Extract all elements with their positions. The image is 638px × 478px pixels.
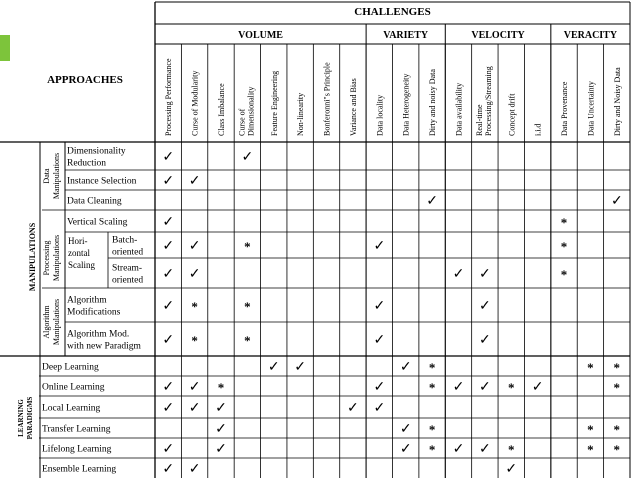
column-header: Data Heterogeneity <box>401 73 411 136</box>
check-mark: ✓ <box>188 174 201 189</box>
check-mark: ✓ <box>162 462 175 477</box>
approaches-header: APPROACHES <box>47 74 123 86</box>
row-label: Local Learning <box>42 403 101 414</box>
asterisk-mark: * <box>508 442 515 457</box>
column-header: Curse of <box>237 108 247 136</box>
check-mark: ✓ <box>478 299 491 314</box>
column-header: Processing Performance <box>164 58 174 136</box>
row-label: Lifelong Learning <box>42 444 112 455</box>
group-header-variety: VARIETY <box>383 30 429 41</box>
check-mark: ✓ <box>478 442 491 457</box>
group-header-velocity: VELOCITY <box>471 30 525 41</box>
check-mark: ✓ <box>267 360 280 375</box>
check-mark: ✓ <box>399 442 412 457</box>
check-mark: ✓ <box>478 267 491 282</box>
column-header: Data Uncertainty <box>586 81 596 136</box>
row-label: Stream- <box>112 263 143 274</box>
check-mark: ✓ <box>373 333 386 348</box>
check-mark: ✓ <box>162 442 175 457</box>
learning-paradigms-label: PARADIGMS <box>26 396 34 440</box>
check-mark: ✓ <box>188 401 201 416</box>
row-label: Algorithm <box>67 295 107 306</box>
horizontal-scaling-label: Hori- <box>68 236 88 246</box>
asterisk-mark: * <box>428 422 436 437</box>
check-mark: ✓ <box>294 360 307 375</box>
column-header: i.i.d <box>533 123 543 136</box>
column-header: Non-linearity <box>296 92 306 136</box>
check-mark: ✓ <box>505 462 518 477</box>
row-label: Instance Selection <box>67 176 137 187</box>
data-manipulations-label: Data <box>42 168 51 184</box>
row-label: oriented <box>112 247 144 258</box>
processing-manipulations-label: Processing <box>42 240 51 276</box>
asterisk-mark: * <box>560 215 568 230</box>
check-mark: ✓ <box>188 267 201 282</box>
column-header: Bonferonni"s Principle <box>322 62 332 136</box>
row-label: Deep Learning <box>42 362 99 373</box>
check-mark: ✓ <box>215 422 227 437</box>
row-label: Batch- <box>112 235 138 246</box>
row-label: Transfer Learning <box>42 424 111 435</box>
row-label: Modifications <box>67 307 121 318</box>
asterisk-mark: * <box>587 422 594 437</box>
asterisk-mark: * <box>587 442 594 457</box>
asterisk-mark: * <box>560 239 568 254</box>
asterisk-mark: * <box>613 380 621 395</box>
check-mark: ✓ <box>452 442 465 457</box>
check-mark: ✓ <box>347 401 359 416</box>
check-mark: ✓ <box>162 401 175 416</box>
asterisk-mark: * <box>508 380 515 395</box>
row-label: Reduction <box>67 158 107 169</box>
check-mark: ✓ <box>399 360 412 375</box>
column-header: Concept drift <box>507 93 517 136</box>
column-header: Data locality <box>375 94 385 136</box>
column-header: Data Provenance <box>560 81 570 136</box>
column-header: Feature Engineering <box>269 70 279 136</box>
row-label: oriented <box>112 275 144 286</box>
check-mark: ✓ <box>478 380 491 395</box>
check-mark: ✓ <box>373 239 386 254</box>
check-mark: ✓ <box>162 174 175 189</box>
asterisk-mark: * <box>428 380 436 395</box>
challenges-header: CHALLENGES <box>354 6 431 18</box>
check-mark: ✓ <box>162 333 175 348</box>
check-mark: ✓ <box>373 380 386 395</box>
check-mark: ✓ <box>399 422 412 437</box>
column-header: Real-time <box>474 104 484 136</box>
check-mark: ✓ <box>452 267 465 282</box>
check-mark: ✓ <box>162 299 175 314</box>
column-header: Dimensionality <box>246 86 256 136</box>
manipulations-label: MANIPULATIONS <box>28 222 37 292</box>
asterisk-mark: * <box>191 333 198 348</box>
asterisk-mark: * <box>613 360 621 375</box>
algorithm-manipulations-label: Algorithm <box>42 305 51 339</box>
check-mark: ✓ <box>610 194 623 209</box>
check-mark: ✓ <box>373 401 386 416</box>
check-mark: ✓ <box>162 150 175 165</box>
horizontal-scaling-label: zontal <box>68 248 90 258</box>
asterisk-mark: * <box>244 333 251 348</box>
column-header: Curse of Modularity <box>190 70 200 136</box>
column-header: Dirty and noisy Data <box>428 69 438 136</box>
column-header: Variance and Bias <box>348 78 358 136</box>
row-label: Ensemble Learning <box>42 464 117 475</box>
processing-manipulations-label: Manipulations <box>52 234 61 282</box>
learning-paradigms-label: LEARNING <box>17 399 25 437</box>
check-mark: ✓ <box>531 380 544 395</box>
data-manipulations-label: Manipulations <box>52 152 61 200</box>
check-mark: ✓ <box>215 442 227 457</box>
column-header: Data availability <box>454 82 464 136</box>
asterisk-mark: * <box>244 299 251 314</box>
check-mark: ✓ <box>478 333 491 348</box>
row-label: Vertical Scaling <box>67 217 128 228</box>
asterisk-mark: * <box>191 299 198 314</box>
column-header: Class Imbalance <box>216 83 226 136</box>
row-label: Data Cleaning <box>67 196 122 207</box>
check-mark: ✓ <box>373 299 386 314</box>
check-mark: ✓ <box>162 215 175 230</box>
check-mark: ✓ <box>162 267 175 282</box>
check-mark: ✓ <box>188 462 201 477</box>
check-mark: ✓ <box>188 239 201 254</box>
horizontal-scaling-label: Scaling <box>68 260 95 270</box>
asterisk-mark: * <box>244 239 251 254</box>
row-label: with new Paradigm <box>67 341 141 352</box>
check-mark: ✓ <box>188 380 201 395</box>
check-mark: ✓ <box>426 194 438 209</box>
group-header-volume: VOLUME <box>238 30 283 41</box>
asterisk-mark: * <box>613 422 621 437</box>
row-label: Dimensionality <box>67 146 126 157</box>
check-mark: ✓ <box>241 150 254 165</box>
column-header: Processing/Streaming <box>483 66 493 136</box>
asterisk-mark: * <box>217 380 225 395</box>
check-mark: ✓ <box>162 380 175 395</box>
asterisk-mark: * <box>587 360 594 375</box>
row-label: Algorithm Mod. <box>67 329 130 340</box>
column-header: Dirty and Noisy Data <box>612 67 622 136</box>
asterisk-mark: * <box>613 442 621 457</box>
algorithm-manipulations-label: Manipulations <box>52 298 61 346</box>
group-header-veracity: VERACITY <box>563 30 618 41</box>
asterisk-mark: * <box>428 360 436 375</box>
check-mark: ✓ <box>452 380 465 395</box>
asterisk-mark: * <box>428 442 436 457</box>
row-label: Online Learning <box>42 382 105 393</box>
check-mark: ✓ <box>162 239 175 254</box>
check-mark: ✓ <box>215 401 227 416</box>
asterisk-mark: * <box>560 267 568 282</box>
